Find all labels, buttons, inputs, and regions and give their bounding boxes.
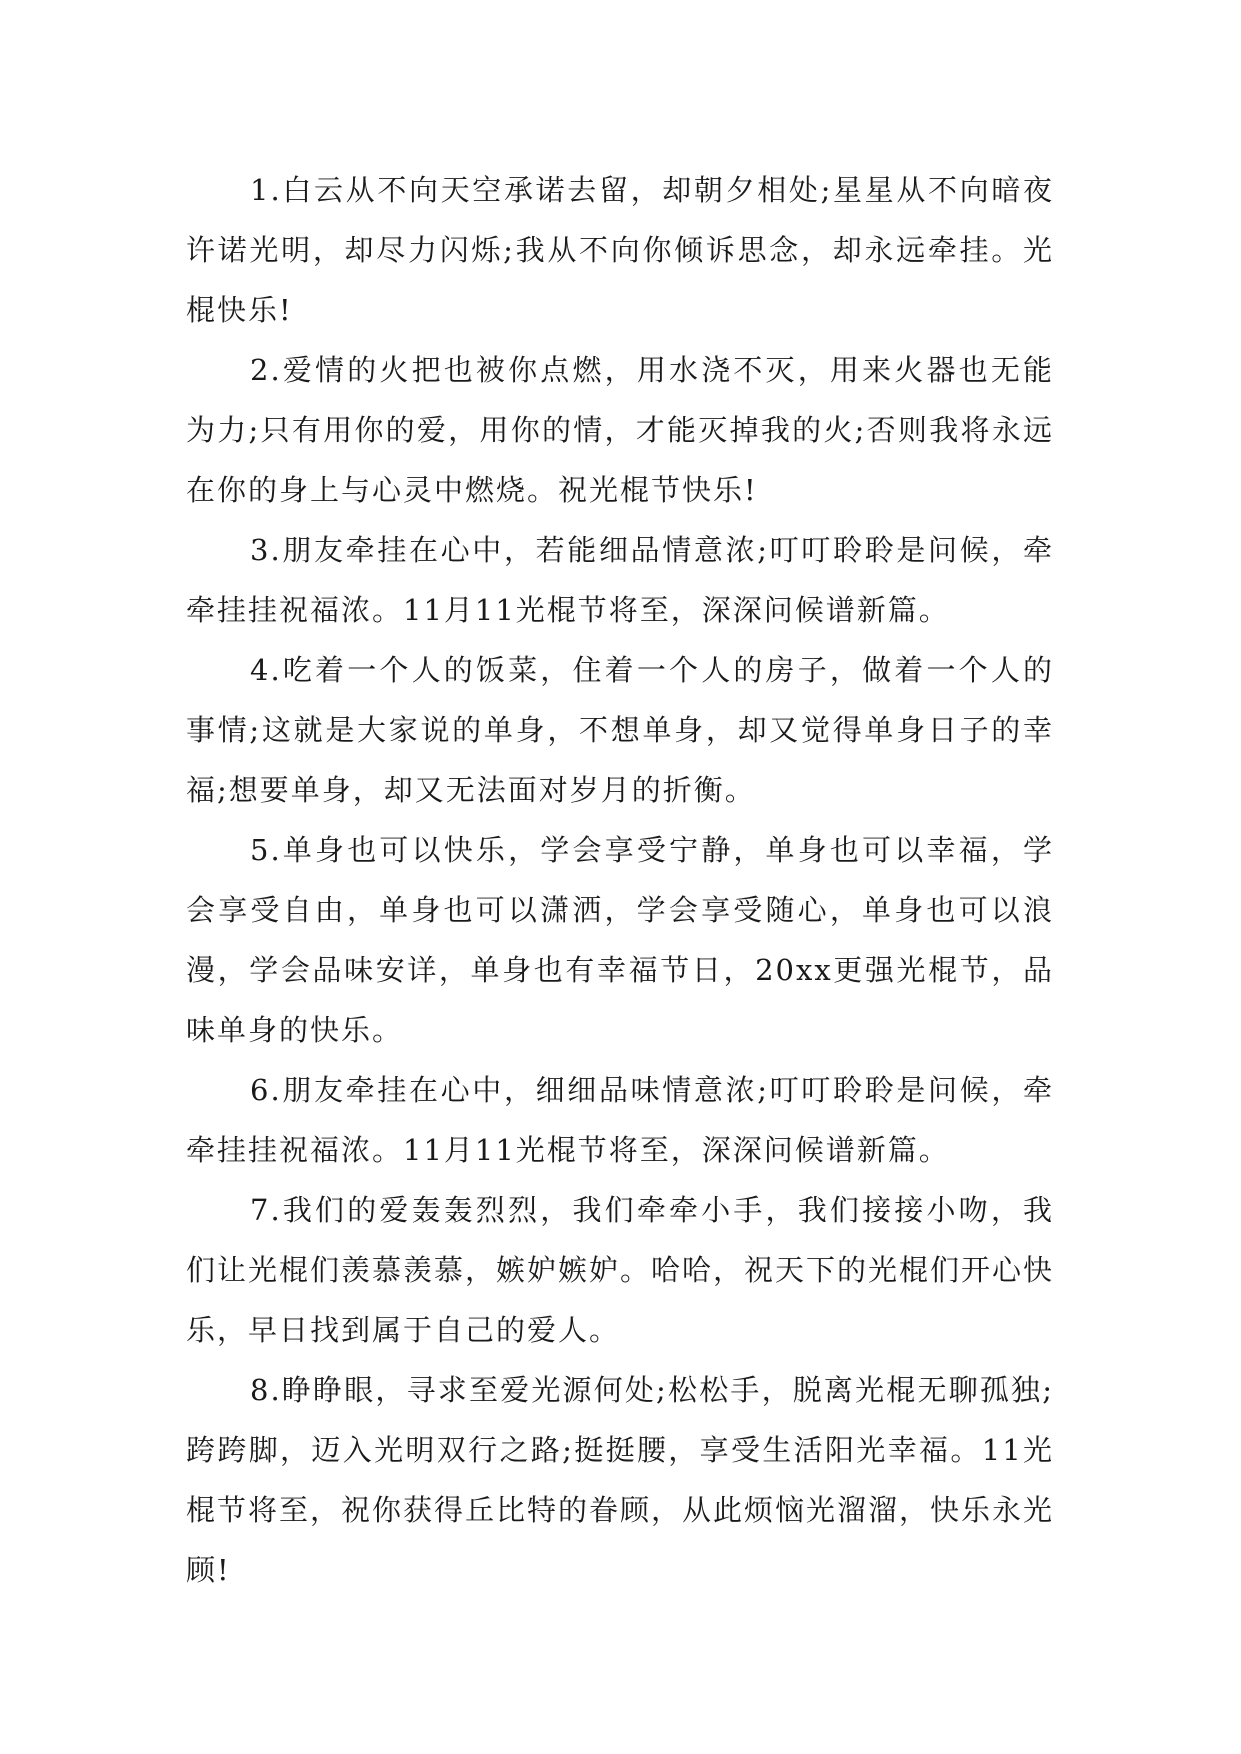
paragraph-2: 2.爱情的火把也被你点燃，用水浇不灭，用来火器也无能为力;只有用你的爱，用你的情，才能灭掉我的火;否则我将永远在你的身上与心灵中燃烧。祝光棍节快乐! xyxy=(186,353,1054,507)
paragraph-7: 7.我们的爱轰轰烈烈，我们牵牵小手，我们接接小吻，我们让光棍们羡慕羡慕，嫉妒嫉妒。哈哈，祝天下的光棍们开心快乐，早日找到属于自己的爱人。 xyxy=(186,1193,1055,1347)
paragraph-5: 5.单身也可以快乐，学会享受宁静，单身也可以幸福，学会享受自由，单身也可以潇洒，学会享受随心，单身也可以浪漫，学会品味安详，单身也有幸福节日，20xx更强光棍节，品味单身的快乐。 xyxy=(186,833,1054,1047)
paragraph-8: 8.睁睁眼，寻求至爱光源何处;松松手，脱离光棍无聊孤独;跨跨脚，迈入光明双行之路;挺挺腰，享受生活阳光幸福。11光棍节将至，祝你获得丘比特的眷顾，从此烦恼光溜溜，快乐永光顾! xyxy=(186,1373,1055,1587)
paragraph-6: 6.朋友牵挂在心中，细细品味情意浓;叮叮聆聆是问候，牵牵挂挂祝福浓。11月11光棍节将至，深深问候谱新篇。 xyxy=(186,1073,1054,1167)
paragraph-1: 1.白云从不向天空承诺去留，却朝夕相处;星星从不向暗夜许诺光明，却尽力闪烁;我从不向你倾诉思念，却永远牵挂。光棍快乐! xyxy=(186,173,1054,327)
paragraph-4: 4.吃着一个人的饭菜，住着一个人的房子，做着一个人的事情;这就是大家说的单身，不想单身，却又觉得单身日子的幸福;想要单身，却又无法面对岁月的折衡。 xyxy=(186,653,1054,807)
document-body xyxy=(186,160,1054,1600)
paragraph-3: 3.朋友牵挂在心中，若能细品情意浓;叮叮聆聆是问候，牵牵挂挂祝福浓。11月11光棍节将至，深深问候谱新篇。 xyxy=(186,533,1054,627)
